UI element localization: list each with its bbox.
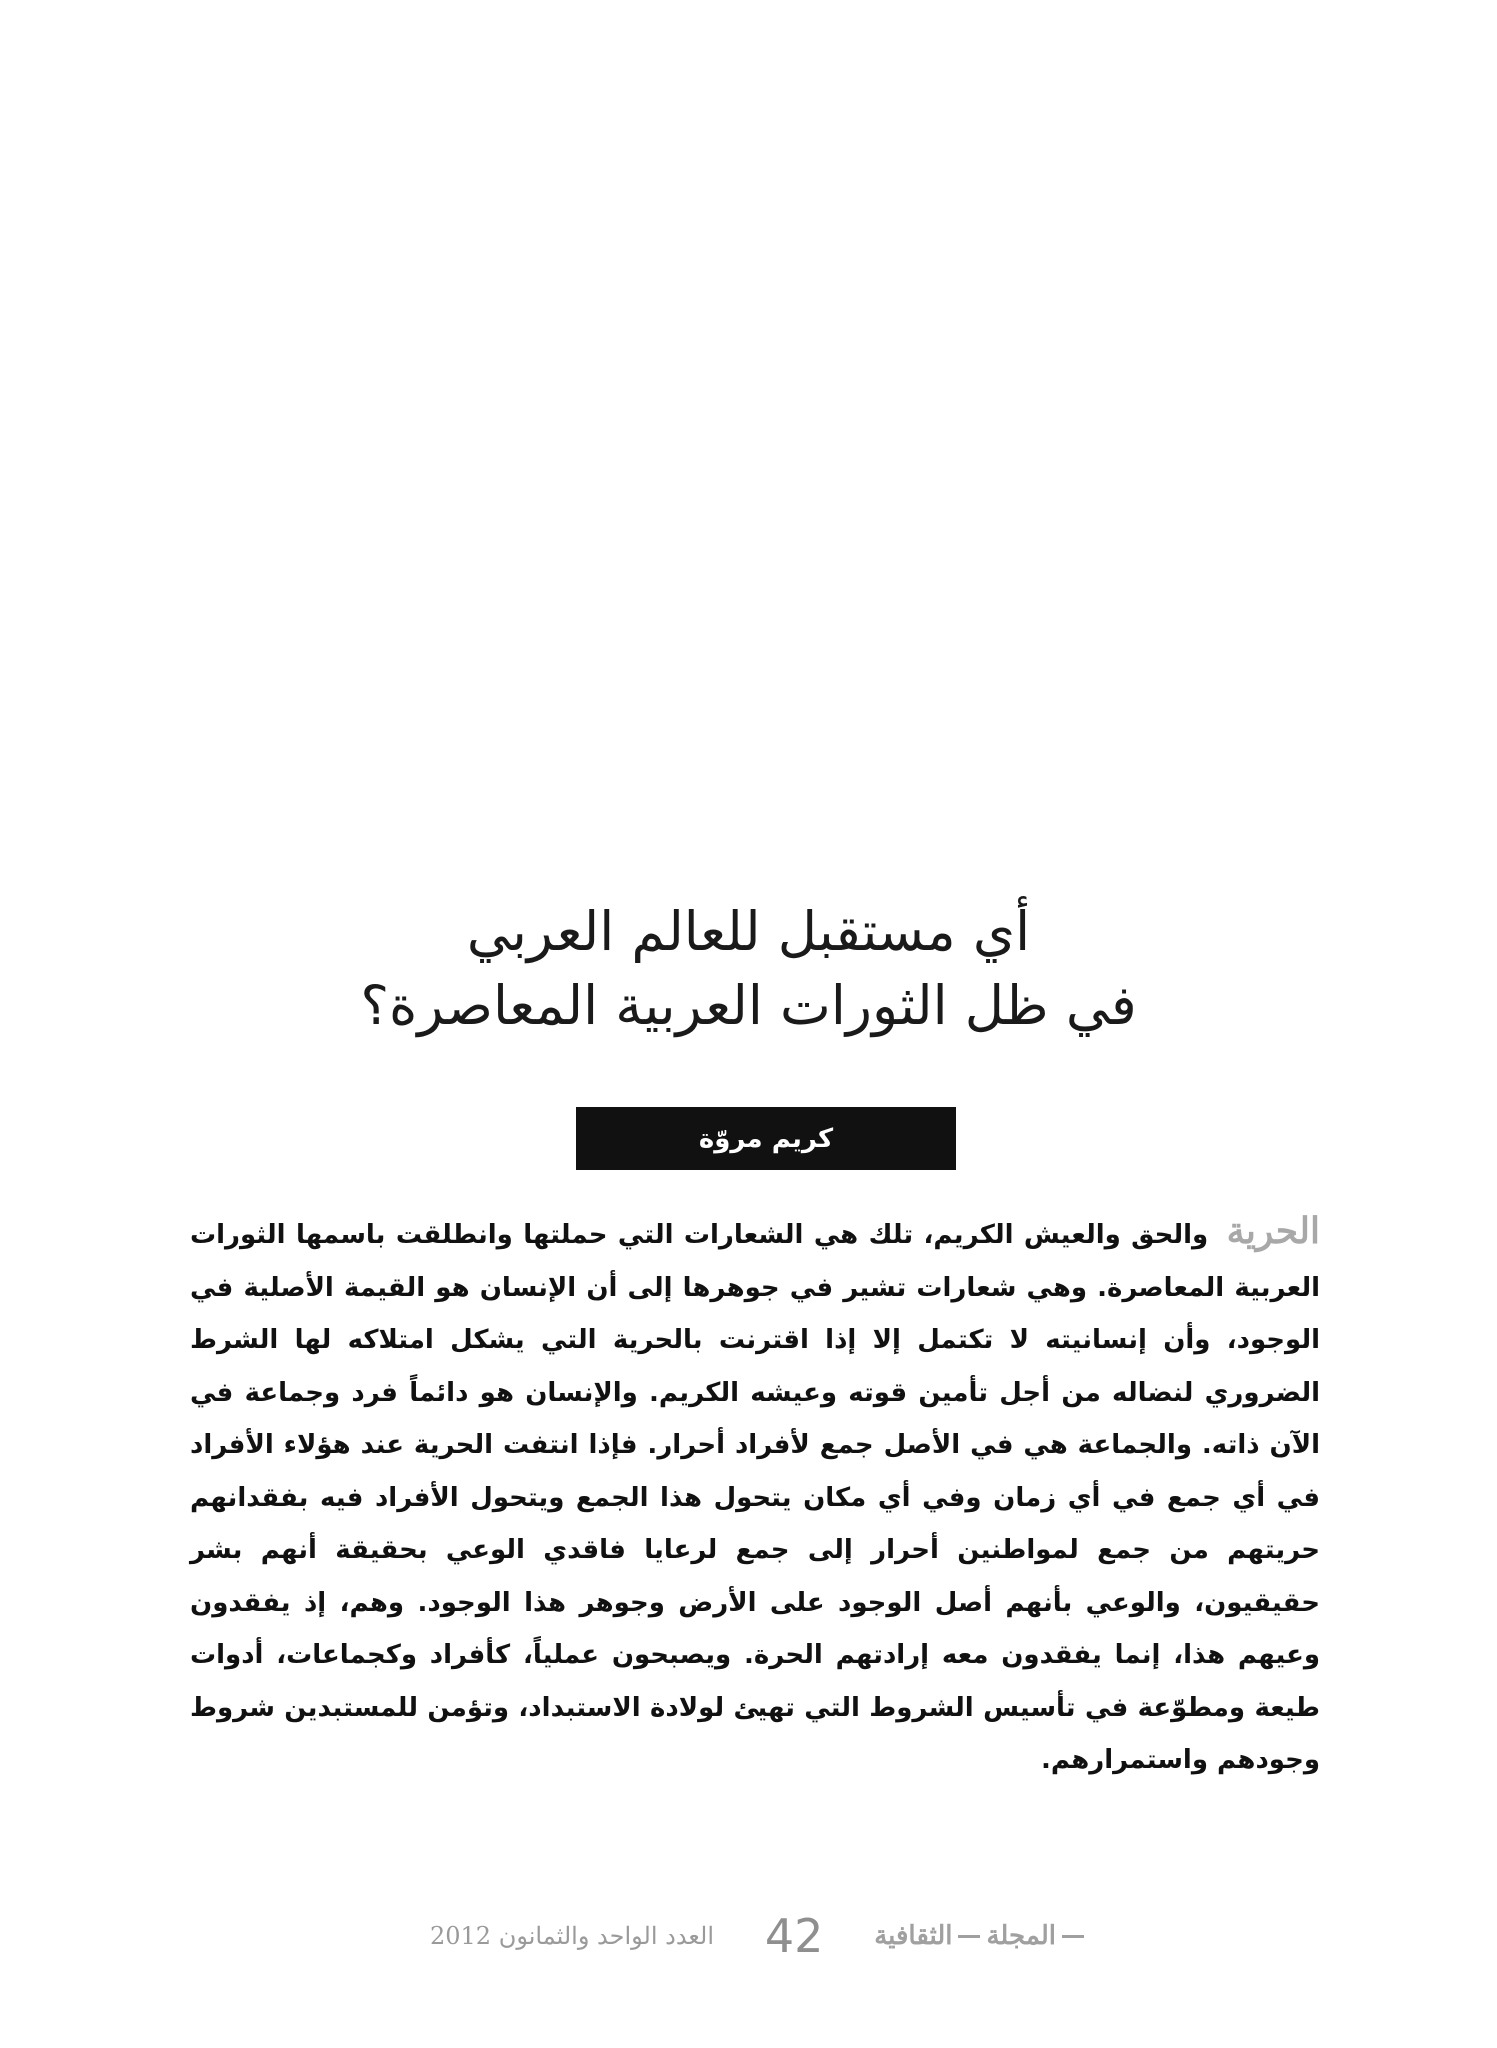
footer-stroke-decoration bbox=[958, 1935, 980, 1938]
issue-label: العدد الواحد والثمانون 2012 bbox=[430, 1922, 714, 1950]
author-name: كريم مروّة bbox=[698, 1123, 834, 1154]
title-line-2: في ظل الثورات العربية المعاصرة؟ bbox=[360, 974, 1137, 1037]
lead-word: الحرية bbox=[1226, 1210, 1320, 1252]
article-body bbox=[190, 1205, 1320, 1787]
page-footer bbox=[430, 1908, 1090, 1964]
title-line-1: أي مستقبل للعالم العربي bbox=[466, 900, 1031, 963]
footer-stroke-decoration bbox=[1062, 1935, 1084, 1938]
author-bar bbox=[576, 1107, 956, 1170]
article-text: والحق والعيش الكريم، تلك هي الشعارات التي حملتها وانطلقت باسمها الثورات العربية المعاصرة. وهي شعارات تشير في جوهرها إلى أن الإنسان هو القيمة الأصلية في الوجود، وأن إنسانيته لا تكتمل إلا إذا اقترنت بالحرية التي يشكل امتلاكه لها الشرط الضروري لنضاله من أجل تأمين قوته وعيشه الكريم. والإنسان هو دائماً فرد وجماعة في الآن ذاته. والجماعة هي في الأصل جمع لأفراد أحرار. فإذا انتفت الحرية عند هؤلاء الأفراد في أي جمع في أي زمان وفي أي مكان يتحول هذا الجمع ويتحول الأفراد فيه بفقدانهم حريتهم من جمع لمواطنين أحرار إلى جمع لرعايا فاقدي الوعي بحقيقة أنهم بشر حقيقيون، والوعي بأنهم أصل الوجود على الأرض وجوهر هذا الوجود. وهم، إذ يفقدون وعيهم هذا، إنما يفقدون معه إرادتهم الحرة. ويصبحون عملياً، كأفراد وكجماعات، أدوات طيعة ومطوّعة في تأسيس الشروط التي تهيئ لولادة الاستبداد، وتؤمن للمستبدين شروط وجودهم واستمرارهم. bbox=[190, 1220, 1320, 1775]
magazine-name bbox=[874, 1921, 1090, 1951]
article-title bbox=[0, 895, 1497, 1043]
magazine-name-part1: المجلة bbox=[986, 1921, 1056, 1951]
magazine-name-part2: الثقافية bbox=[874, 1921, 953, 1951]
page-number: 42 bbox=[764, 1909, 824, 1963]
